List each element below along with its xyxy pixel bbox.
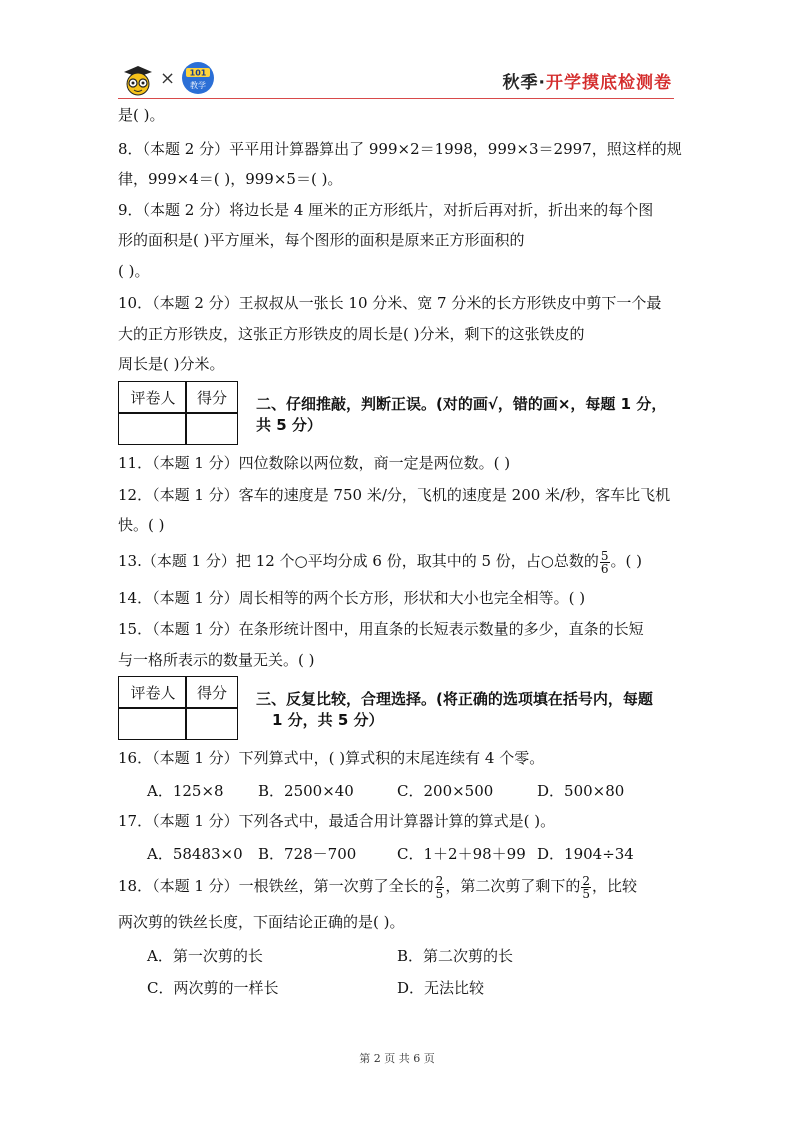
question-9-line-1: 9．（本题 2 分）将边长是 4 厘米的正方形纸片，对折后再对折，折出来的每个图: [118, 201, 654, 219]
question-12-line-1: 12．（本题 1 分）客车的速度是 750 米/分，飞机的速度是 200 米/秒，客车比飞机: [118, 486, 671, 504]
question-9-line-2: 形的面积是( )平方厘米，每个图形的面积是原来正方形面积的: [118, 231, 525, 249]
question-10-line-3: 周长是( )分米。: [118, 355, 225, 373]
score-label: 得分: [196, 684, 227, 702]
q18-option-c: C．两次剪的一样长: [147, 979, 279, 997]
question-10-line-1: 10．（本题 2 分）王叔叔从一张长 10 分米、宽 7 分米的长方形铁皮中剪下一个最: [118, 294, 662, 312]
q16-option-a: A．125×8: [147, 782, 224, 800]
question-9-line-3: ( )。: [118, 262, 150, 280]
q18-option-a: A．第一次剪的长: [147, 947, 263, 965]
svg-text:教学: 教学: [190, 81, 206, 90]
question-15-line-1: 15．（本题 1 分）在条形统计图中，用直条的长短表示数量的多少，直条的长短: [118, 620, 644, 638]
q18-option-b: B．第二次剪的长: [397, 947, 514, 965]
page-header-title: 秋季·开学摸底检测卷: [502, 73, 672, 93]
question-8-line-2: 律，999×4＝( )，999×5＝( )。: [118, 170, 343, 188]
logo-separator: ×: [160, 68, 176, 89]
question-8-line-1: 8．（本题 2 分）平平用计算器算出了 999×2＝1998，999×3＝2997，照这样的规: [118, 140, 682, 158]
score-box-section-2: [118, 381, 238, 445]
question-17: 17．（本题 1 分）下列各式中，最适合用计算器计算的算式是( )。: [118, 812, 556, 830]
fraction-five-sixths: $\frac{5}{6}$: [600, 548, 609, 576]
q17-option-b: B．728－700: [258, 845, 357, 863]
brand-101-logo-icon: [178, 60, 218, 96]
q16-option-c: C．200×500: [397, 782, 494, 800]
question-16: 16．（本题 1 分）下列算式中，( )算式积的末尾连续有 4 个零。: [118, 749, 545, 767]
question-18-line-1: 18．（本题 1 分）一根铁丝，第一次剪了全长的 $\frac{2}{5}$ ，第二次剪了剩下的 $\frac{2}{5}$ ，比较: [118, 873, 637, 901]
q16-option-d: D．500×80: [537, 782, 625, 800]
question-15-line-2: 与一格所表示的数量无关。( ): [118, 651, 315, 669]
q17-option-a: A．58483×0: [147, 845, 243, 863]
question-7-tail: 是( )。: [118, 106, 165, 124]
grader-label: 评卷人: [130, 389, 176, 407]
question-10-line-2: 大的正方形铁皮，这张正方形铁皮的周长是( )分米，剩下的这张铁皮的: [118, 325, 585, 343]
grader-label: 评卷人: [130, 684, 176, 702]
page-footer: 第 2 页 共 6 页: [359, 1052, 435, 1065]
q17-option-c: C．1＋2＋98＋99: [397, 845, 526, 863]
q18-option-d: D．无法比较: [397, 979, 485, 997]
q16-option-b: B．2500×40: [258, 782, 354, 800]
q17-option-d: D．1904÷34: [537, 845, 634, 863]
page-header: [118, 58, 674, 98]
section-2-title: 二、仔细推敲，判断正误。(对的画√，错的画×，每题 1 分， 共 5 分）: [256, 395, 667, 434]
question-14: 14．（本题 1 分）周长相等的两个长方形，形状和大小也完全相等。( ): [118, 589, 586, 607]
owl-logo-icon: [118, 64, 158, 96]
section-3-title: 三、反复比较，合理选择。(将正确的选项填在括号内，每题 1 分，共 5 分）: [256, 690, 653, 729]
question-13: 13.（本题 1 分）把 12 个○平均分成 6 份，取其中的 5 份，占○总数的 $\frac{5}{6}$ 。( ): [118, 548, 643, 576]
score-label: 得分: [196, 389, 227, 407]
question-18-line-2: 两次剪的铁丝长度，下面结论正确的是( )。: [118, 913, 405, 931]
header-divider: [118, 98, 674, 99]
question-11: 11．（本题 1 分）四位数除以两位数，商一定是两位数。( ): [118, 454, 511, 472]
svg-text:101: 101: [189, 68, 207, 78]
fraction-two-fifths: $\frac{2}{5}$: [435, 873, 444, 901]
score-box-section-3: [118, 676, 238, 740]
question-12-line-2: 快。( ): [118, 516, 165, 534]
fraction-two-fifths: $\frac{2}{5}$: [582, 873, 590, 901]
